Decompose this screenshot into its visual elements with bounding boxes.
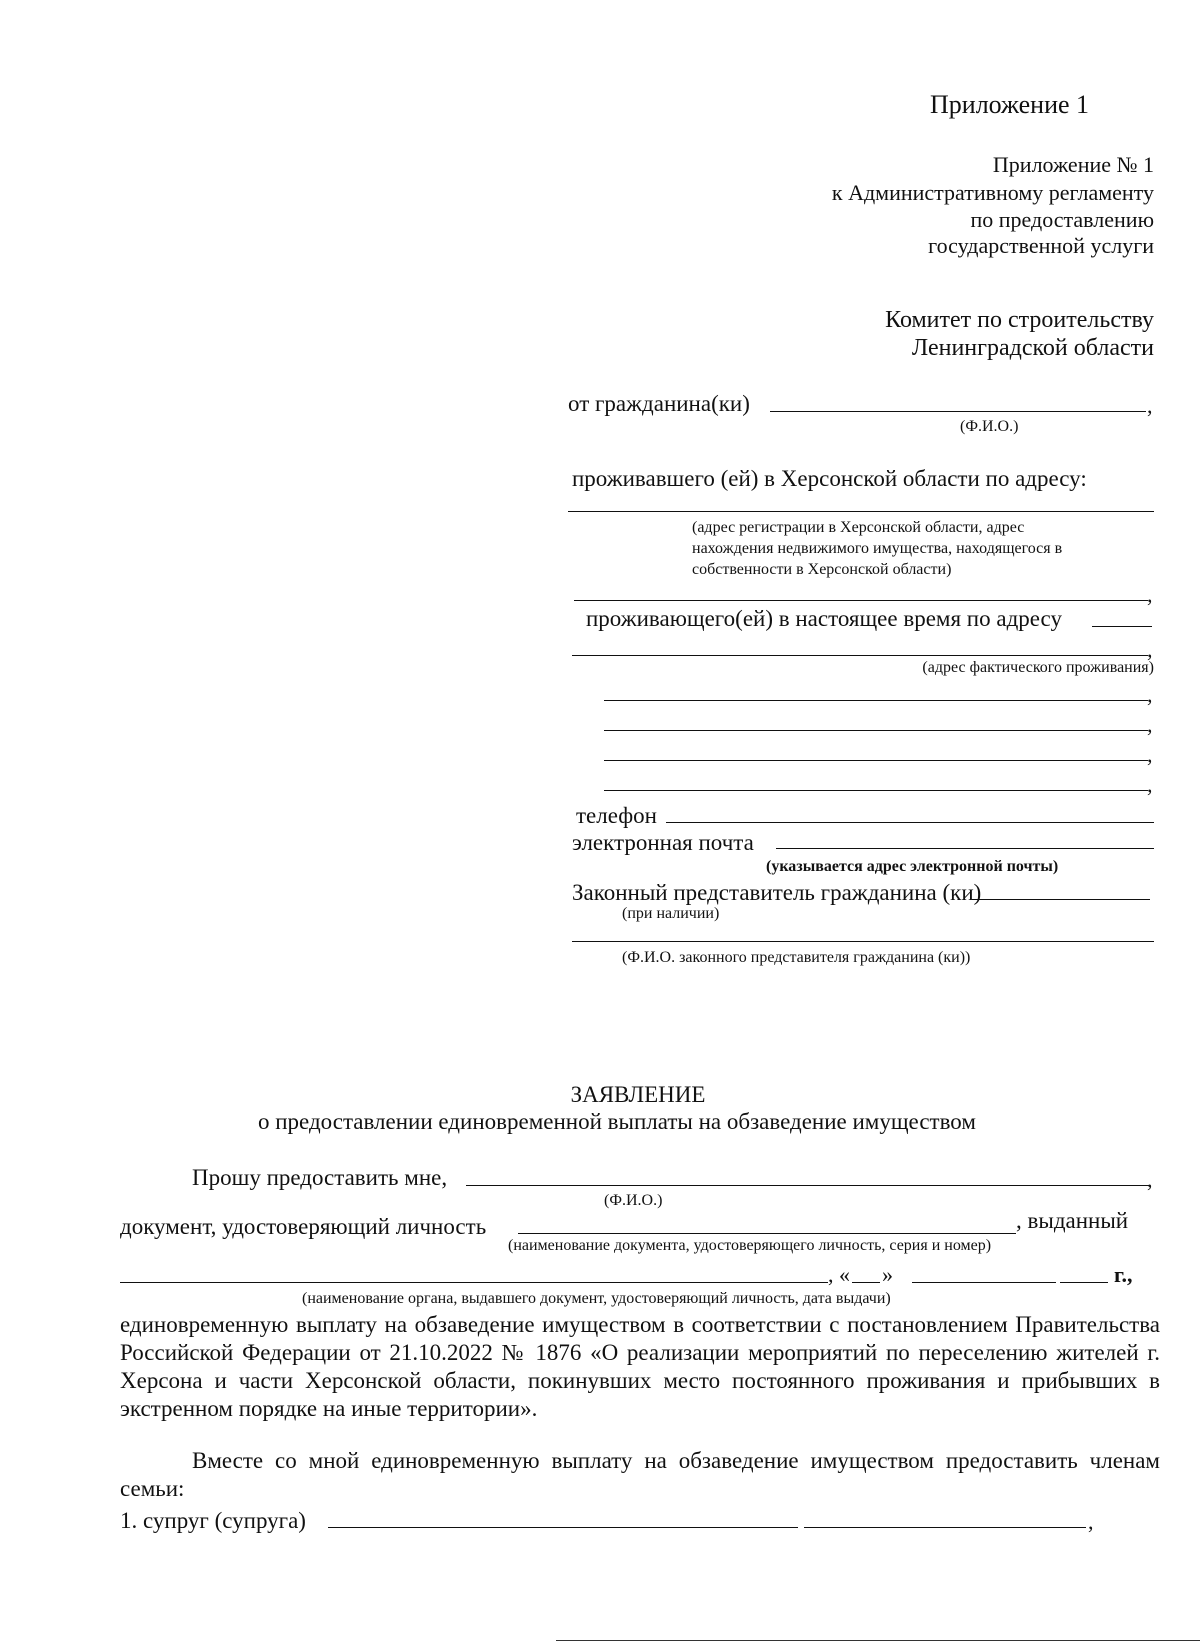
request-fio-line[interactable] xyxy=(466,1185,1150,1186)
current-address-line-1[interactable] xyxy=(572,655,1148,656)
extra-address-line-2[interactable] xyxy=(604,730,1148,731)
representative-inline-line[interactable] xyxy=(972,899,1150,900)
email-field-line[interactable] xyxy=(776,848,1154,849)
kherson-hint-line-2: нахождения недвижимого имущества, находящегося в xyxy=(692,540,1063,557)
current-address-hint: (адрес фактического проживания) xyxy=(922,659,1154,676)
request-label: Прошу предоставить мне, xyxy=(192,1165,448,1190)
date-close-quote: » xyxy=(882,1262,893,1287)
year-suffix: г., xyxy=(1114,1262,1133,1287)
issuer-line[interactable] xyxy=(120,1282,828,1283)
request-fio-hint: (Ф.И.О.) xyxy=(604,1192,663,1209)
issuer-hint: (наименование органа, выдавшего документ, удостоверяющий личность, дата выдачи) xyxy=(302,1290,891,1307)
identity-document-line[interactable] xyxy=(518,1233,1016,1234)
extra-address-line-3[interactable] xyxy=(604,760,1148,761)
representative-fio-line[interactable] xyxy=(572,941,1154,942)
phone-label: телефон xyxy=(576,803,657,828)
representative-fio-hint: (Ф.И.О. законного представителя гражданина (ки)) xyxy=(622,949,971,966)
fio-field-line[interactable] xyxy=(770,411,1146,412)
identity-document-label: документ, удостоверяющий личность xyxy=(120,1214,487,1239)
identity-document-hint: (наименование документа, удостоверяющего личность, серия и номер) xyxy=(508,1237,992,1254)
comma: , xyxy=(1147,637,1153,662)
from-citizen-label: от гражданина(ки) xyxy=(568,391,750,416)
regulation-line-3: государственной услуги xyxy=(928,233,1154,258)
family-members-paragraph: Вместе со мной единовременную выплату на обзаведение имуществом предоставить членам семьи: xyxy=(120,1448,1160,1501)
kherson-address-line-2[interactable] xyxy=(574,600,1148,601)
email-hint: (указывается адрес электронной почты) xyxy=(766,858,1059,875)
addressee-line-2: Ленинградской области xyxy=(911,335,1154,361)
day-field-line[interactable] xyxy=(852,1282,880,1283)
month-field-line[interactable] xyxy=(912,1282,1056,1283)
current-address-label: проживающего(ей) в настоящее время по адресу xyxy=(586,606,1062,631)
appendix-number: Приложение № 1 xyxy=(992,152,1154,177)
comma: , xyxy=(1147,712,1153,737)
comma: , xyxy=(1147,682,1153,707)
comma: , xyxy=(1147,772,1153,797)
regulation-line-2: по предоставлению xyxy=(970,207,1154,232)
issued-label: , выданный xyxy=(1016,1208,1129,1233)
comma: , xyxy=(1147,582,1153,607)
statement-subtitle: о предоставлении единовременной выплаты на обзаведение имуществом xyxy=(258,1109,976,1134)
regulation-line-1: к Административному регламенту xyxy=(831,180,1154,205)
statement-title: ЗАЯВЛЕНИЕ xyxy=(570,1082,706,1107)
extra-address-line-1[interactable] xyxy=(604,700,1148,701)
representative-when-hint: (при наличии) xyxy=(622,905,720,922)
kherson-hint-line-3: собственности в Херсонской области) xyxy=(692,561,952,578)
kherson-hint-line-1: (адрес регистрации в Херсонской области, адрес xyxy=(692,519,1025,536)
page-bottom-edge xyxy=(556,1640,1200,1641)
comma: , xyxy=(1147,393,1153,418)
date-open-quote: , « xyxy=(828,1262,850,1287)
appendix-title: Приложение 1 xyxy=(930,90,1090,119)
spouse-extra-line[interactable] xyxy=(804,1527,1086,1528)
statement-body-paragraph: единовременную выплату на обзаведение имуществом в соответствии с постановлением Правительства Российской Федерации от 21.10.2022 № 1876 «О реализации мероприятий по переселению жителей г. Херсона и части Херсонской области, покинувших место постоянного проживания и прибывших в экстренном порядке на иные территории». xyxy=(120,1312,1160,1421)
comma: , xyxy=(1147,742,1153,767)
representative-label: Законный представитель гражданина (ки) xyxy=(572,880,982,905)
fio-hint: (Ф.И.О.) xyxy=(960,418,1019,435)
spouse-label: 1. супруг (супруга) xyxy=(120,1508,306,1533)
addressee-line-1: Комитет по строительству xyxy=(885,307,1154,333)
spouse-fio-line[interactable] xyxy=(328,1527,798,1528)
year-field-line[interactable] xyxy=(1060,1282,1108,1283)
comma: , xyxy=(1147,1167,1153,1192)
comma: , xyxy=(1088,1509,1094,1534)
kherson-address-line[interactable] xyxy=(568,511,1154,512)
email-label: электронная почта xyxy=(572,830,754,855)
lived-kherson-label: проживавшего (ей) в Херсонской области по адресу: xyxy=(572,466,1087,491)
current-address-inline-line[interactable] xyxy=(1092,626,1152,627)
extra-address-line-4[interactable] xyxy=(604,790,1148,791)
phone-field-line[interactable] xyxy=(666,822,1154,823)
